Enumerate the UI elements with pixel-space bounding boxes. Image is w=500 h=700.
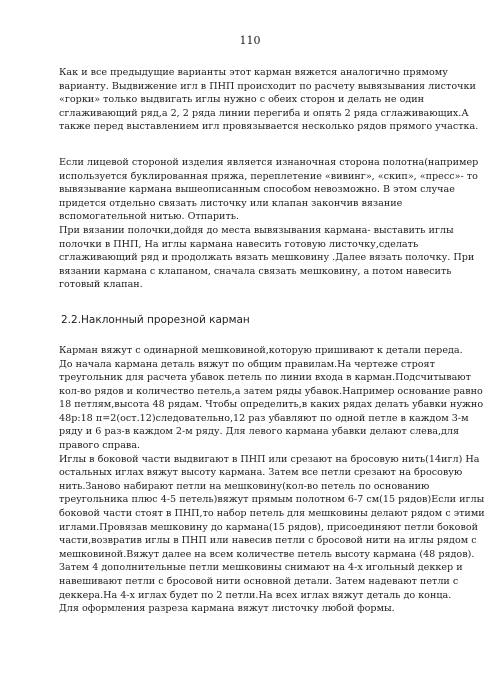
text-line: правого справа. xyxy=(59,440,141,452)
text-line: вязании кармана с клапаном, сначала связать мешковину, а потом навесить xyxy=(59,265,452,277)
text-line: части,возвратив иглы в ПНП или навесив петли с бросовой нити на иглы рядом с xyxy=(59,535,477,547)
paragraph-reverse-side xyxy=(59,156,479,292)
text-line: ряду и 6 раз-в каждом 2-м ряду. Для левого кармана убавки делают слева,для xyxy=(59,426,460,438)
text-line: вывязывание кармана вышеописанным способом невозможно. В этом случае xyxy=(59,184,455,196)
text-line: сглаживающий ряд и продолжать вязать мешковину .Далее вязать полочку. При xyxy=(59,252,475,264)
text-line: иглами.Провязав мешковину до кармана(15 рядов), присоединяют петли боковой xyxy=(59,521,479,533)
text-line: Иглы в боковой части выдвигают в ПНП или срезают на бросовую нить(14игл) На xyxy=(59,453,480,465)
text-line: Если лицевой стороной изделия является изнаночная сторона полотна(например xyxy=(59,156,479,168)
text-line: полочки в ПНП, На иглы кармана навесить готовую листочку,сделать xyxy=(59,238,419,250)
text-line: До начала кармана деталь вяжут по общим правилам.На чертеже строят xyxy=(59,358,435,370)
text-line: 48р:18 п=2(ост.12)следовательно,12 раз убавляют по одной петле в каждом 3-м xyxy=(59,412,469,424)
text-line: «горки» только выдвигать иглы нужно с обеих сторон и делать не один xyxy=(59,94,425,106)
text-line: Для оформления разреза кармана вяжут листочку любой формы. xyxy=(59,603,395,615)
paragraph-intro xyxy=(59,66,479,134)
text-line: Карман вяжут с одинарной мешковиной,которую пришивают к детали переда. xyxy=(59,344,463,356)
section-heading: 2.2.Наклонный прорезной карман xyxy=(61,313,250,326)
page-content xyxy=(59,66,485,616)
text-line: придется отдельно связать листочку или клапан закончив вязание xyxy=(59,197,403,209)
text-line: боковой части стоят в ПНП,то набор петель для мешковины делают рядом с этими xyxy=(59,508,485,520)
text-line: Затем 4 дополнительные петли мешковины снимают на 4-х игольный деккер и xyxy=(59,562,463,574)
text-line: используется буклированная пряжа, переплетение «вивинг», «скип», «пресс»- то xyxy=(59,170,478,182)
text-line: Как и все предыдущие варианты этот карман вяжется аналогично прямому xyxy=(59,67,448,78)
text-line: треугольника плюс 4-5 петель)вяжут прямым полотном 6-7 см(15 рядов)Если иглы xyxy=(59,494,485,506)
text-line: нить.Заново набирают петли на мешковину(кол-во петель по основанию xyxy=(59,480,430,492)
text-line: мешковиной.Вяжут далее на всем количестве петель высоту кармана (48 рядов). xyxy=(59,548,475,560)
text-line: При вязании полочки,дойдя до места вывязывания кармана- выставить иглы xyxy=(59,224,454,236)
text-line: навешивают петли с бросовой нити основной детали. Затем надевают петли с xyxy=(59,576,459,587)
spacer xyxy=(59,134,456,156)
text-line: треугольник для расчета убавок петель по линии входа в карман.Подсчитывают xyxy=(59,372,471,384)
text-line: также перед выставлением игл провязывается несколько рядов прямого участка. xyxy=(59,121,479,133)
spacer xyxy=(59,292,456,314)
text-line: остальных иглах вяжут высоту кармана. Затем все петли срезают на бросовую xyxy=(59,467,463,479)
text-line: вспомогательной нитью. Отпарить. xyxy=(59,211,240,223)
text-line: варианту. Выдвижение игл в ПНП происходит по расчету вывязывания листочки xyxy=(59,80,476,92)
spacer xyxy=(59,327,456,344)
paragraph-slanted-pocket xyxy=(59,344,485,616)
text-line: кол-во рядов и количество петель,а затем ряды убавок.Например основание равно xyxy=(59,385,483,397)
text-line: 18 петлям,высота 48 рядам. Чтобы определить,в каких рядах делать убавки нужно xyxy=(59,399,484,411)
text-line: готовый клапан. xyxy=(59,279,143,291)
text-line: деккера.На 4-х иглах будет по 2 петли.На всех иглах вяжут деталь до конца. xyxy=(59,589,452,601)
page-number: 110 xyxy=(239,34,261,47)
text-line: сглаживающий ряд,а 2, 2 ряда линии перегиба и опять 2 ряда сглаживающих.А xyxy=(59,107,469,119)
